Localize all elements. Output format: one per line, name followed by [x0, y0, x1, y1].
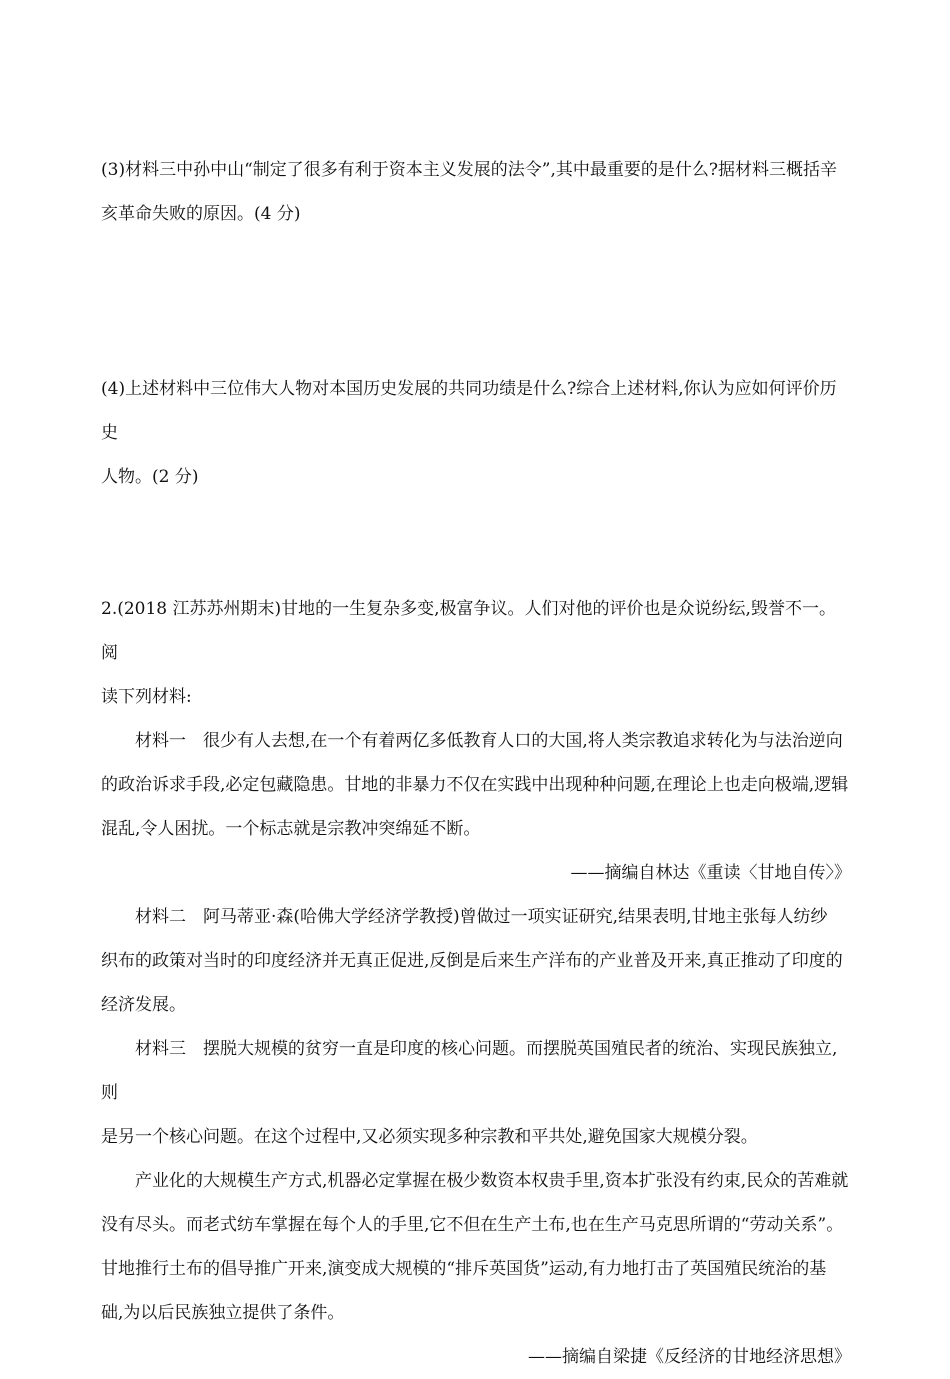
question-4	[101, 367, 851, 499]
material-3-source: ——摘编自梁捷《反经济的甘地经济思想》	[528, 1347, 851, 1367]
question-2-intro-line-1: 2.(2018 江苏苏州期末)甘地的一生复杂多变,极富争议。人们对他的评价也是众说纷纭,毁誉不一。阅	[101, 599, 836, 663]
material-3-paragraph-2-line-4: 础,为以后民族独立提供了条件。	[101, 1303, 345, 1323]
question-4-line-2: 人物。(2 分)	[101, 467, 199, 487]
material-2-line-3: 经济发展。	[101, 995, 186, 1015]
material-3-paragraph-2-line-3: 甘地推行土布的倡导推广开来,演变成大规模的“排斥英国货”运动,有力地打击了英国殖民统治的基	[101, 1259, 827, 1279]
material-3-line-2: 是另一个核心问题。在这个过程中,又必须实现多种宗教和平共处,避免国家大规模分裂。	[101, 1127, 758, 1147]
question-3-line-2: 亥革命失败的原因。(4 分)	[101, 204, 301, 224]
material-1-source: ——摘编自林达《重读〈甘地自传〉》	[570, 863, 851, 883]
material-1-line-1: 材料一 很少有人去想,在一个有着两亿多低教育人口的大国,将人类宗教追求转化为与法治逆向	[135, 731, 843, 751]
material-2-line-1: 材料二 阿马蒂亚·森(哈佛大学经济学教授)曾做过一项实证研究,结果表明,甘地主张每人纺纱	[135, 907, 828, 927]
material-2-line-2: 织布的政策对当时的印度经济并无真正促进,反倒是后来生产洋布的产业普及开来,真正推动了印度的	[101, 951, 843, 971]
material-1-line-3: 混乱,令人困扰。一个标志就是宗教冲突绵延不断。	[101, 819, 481, 839]
question-2	[101, 587, 851, 1379]
question-2-intro-line-2: 读下列材料:	[101, 687, 192, 707]
material-3-line-1: 材料三 摆脱大规模的贫穷一直是印度的核心问题。而摆脱英国殖民者的统治、实现民族独立,则	[101, 1039, 838, 1103]
question-4-line-1: (4)上述材料中三位伟大人物对本国历史发展的共同功绩是什么?综合上述材料,你认为应如何评价历史	[101, 379, 837, 443]
material-3-paragraph-2-line-2: 没有尽头。而老式纺车掌握在每个人的手里,它不但在生产土布,也在生产马克思所谓的“劳动关系”。	[101, 1215, 844, 1235]
question-3	[101, 148, 851, 236]
material-3-paragraph-2-line-1: 产业化的大规模生产方式,机器必定掌握在极少数资本权贵手里,资本扩张没有约束,民众的苦难就	[135, 1171, 849, 1191]
question-3-line-1: (3)材料三中孙中山“制定了很多有利于资本主义发展的法令”,其中最重要的是什么?据材料三概括辛	[101, 160, 837, 180]
material-1-line-2: 的政治诉求手段,必定包藏隐患。甘地的非暴力不仅在实践中出现种种问题,在理论上也走向极端,逻辑	[101, 775, 849, 795]
